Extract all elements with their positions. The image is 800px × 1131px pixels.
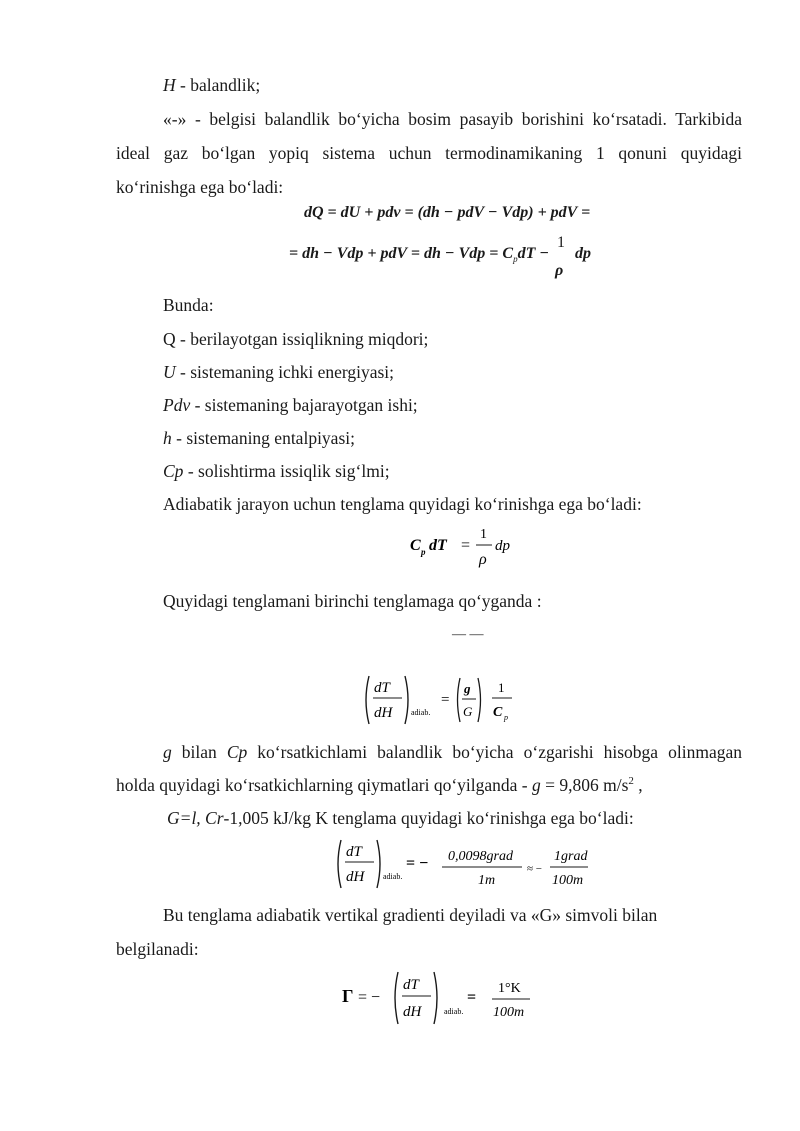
def-Cp-text: - solishtirma issiqlik sig‘lmi; [183, 461, 390, 481]
cp-sym: Cp [226, 742, 248, 762]
eq4-right-paren [377, 840, 380, 888]
G-cr-sym: G=l, Cr [167, 808, 224, 828]
eq4-num: dT [346, 844, 362, 860]
paragraph-belgilanadi: belgilanadi: [116, 939, 199, 959]
paragraph-g-cp [163, 741, 742, 763]
eq3-equals: = [441, 692, 450, 708]
eq4-r-num: 1grad [554, 849, 588, 864]
def-U-sym: U [163, 362, 176, 382]
def-Pdv [163, 394, 418, 416]
eq3-cp: C [493, 705, 503, 720]
eq4-den: dH [346, 869, 365, 885]
eq2-lhs-sub: p [421, 547, 426, 557]
equation-temperature-gradient [360, 672, 530, 728]
g-line2-sup: 2 [628, 775, 634, 788]
eq3-num: dT [374, 680, 390, 696]
eq5-num: dT [403, 977, 419, 993]
equation-first-law-row1: dQ = dU + pdv = (dh − pdV − Vdp) + pdV = [304, 204, 591, 221]
def-Cp-sym: Cp [163, 461, 184, 481]
eq1-frac-den: ρ [555, 262, 564, 280]
eq4-approx: ≈ − [527, 863, 542, 875]
g-line3-rest: -1,005 kJ/kg K tenglama quyidagi ko‘rinishga ega bo‘ladi: [223, 808, 634, 828]
def-Pdv-sym: Pdv [163, 395, 191, 415]
paragraph-g-value [116, 774, 643, 796]
eq4-subscript: adiab. [383, 872, 403, 881]
text: - balandlik; [175, 75, 261, 95]
eq1-frac-num: 1 [557, 234, 566, 252]
equation-adiabatic [400, 520, 530, 572]
def-U [163, 361, 394, 383]
def-U-text: - sistemaning ichki energiyasi; [175, 362, 395, 382]
paragraph-minus-sign: «-» - belgisi balandlik bo‘yicha bosim pasayib borishini ko‘rsatadi. Tarkibida [163, 109, 742, 129]
g-line2-a: holda quyidagi ko‘rsatkichlarning qiymatlari qo‘yilganda - [116, 775, 533, 795]
eq4-equals: = − [406, 855, 429, 872]
eq4-mid-num: 0,0098grad [448, 849, 513, 864]
eq3-g-left-paren [458, 678, 461, 722]
eq4-left-paren [338, 840, 341, 888]
equation-gradient-value [332, 836, 592, 892]
paragraph-korinish: ko‘rinishga ega bo‘ladi: [116, 177, 284, 197]
eq2-equals: = [461, 537, 471, 554]
def-h-sym: h [163, 428, 172, 448]
eq5-equals: = − [358, 989, 381, 1006]
eq2-lhs-tail: dT [429, 537, 447, 554]
quyidagi-line: Quyidagi tenglamani birinchi tenglamaga qo‘yganda : [163, 591, 542, 611]
eq1-sub: p [513, 254, 518, 265]
g-line1-b: ko‘rsatkichlami balandlik bo‘yicha o‘zgarishi hisobga olinmagan [247, 742, 742, 762]
eq5-r-den: 100m [493, 1005, 525, 1020]
eq3-g: g [464, 681, 471, 696]
eq3-den: dH [374, 705, 393, 721]
paragraph-G-cr [167, 807, 634, 829]
adiabatik-line: Adiabatik jarayon uchun tenglama quyidagi ko‘rinishga ega bo‘ladi: [163, 494, 642, 514]
eq3-left-paren [366, 676, 369, 724]
def-Q-sym: Q [163, 329, 176, 349]
eq4-r-den: 100m [552, 873, 584, 888]
def-Q-text: - berilayotgan issiqlikning miqdori; [175, 329, 429, 349]
eq5-subscript: adiab. [444, 1007, 464, 1016]
def-Q [163, 328, 428, 350]
eq2-den: ρ [479, 551, 487, 568]
eq1-end: dp [575, 245, 592, 262]
eq2-lhs: C [410, 537, 421, 554]
eq3-subscript: adiab. [411, 708, 431, 717]
eq2-num: 1 [480, 527, 487, 542]
eq5-r-num: 1°K [498, 981, 521, 996]
g-line2-g: g [532, 775, 541, 795]
line-h-definition [163, 74, 260, 96]
g-line1-a: bilan [171, 742, 227, 762]
eq4-mid-den: 1m [478, 873, 496, 888]
paragraph-ideal-gas: ideal gaz bo‘lgan yopiq sistema uchun termodinamikaning 1 qonuni quyidagi [116, 143, 742, 163]
eq3-one: 1 [498, 680, 505, 695]
def-Cp [163, 460, 390, 482]
g-line2-c: , [633, 775, 643, 795]
eq1-row2-text: = dh − Vdp + pdV = dh − Vdp = C [289, 245, 514, 262]
eq3-cp-sub: p [504, 713, 508, 722]
eq3-right-paren [405, 676, 408, 724]
def-Pdv-text: - sistemaning bajarayotgan ishi; [190, 395, 418, 415]
eq5-left-paren [395, 972, 398, 1024]
paragraph-bu-tenglama: Bu tenglama adiabatik vertikal gradienti deyiladi va «G» simvoli bilan [163, 905, 658, 925]
eq5-right-paren [434, 972, 437, 1024]
bunda-label: Bunda: [163, 295, 214, 315]
g-sym: g [163, 742, 172, 762]
eq3-g-right-paren [478, 678, 481, 722]
eq1-tail: dT − [517, 245, 550, 262]
eq3-G: G [463, 704, 473, 719]
dashes: — — [452, 627, 484, 642]
eq5-den: dH [403, 1004, 422, 1020]
equation-gamma [340, 968, 540, 1028]
def-h [163, 427, 355, 449]
eq5-gamma: Γ [342, 986, 354, 1006]
g-line2-b: = 9,806 m/s [540, 775, 629, 795]
eq2-rhs: dp [495, 538, 510, 554]
def-h-text: - sistemaning entalpiyasi; [171, 428, 355, 448]
equation-first-law-row2 [289, 234, 592, 280]
eq5-equals2: = [467, 989, 477, 1006]
symbol-H: H [163, 75, 176, 95]
